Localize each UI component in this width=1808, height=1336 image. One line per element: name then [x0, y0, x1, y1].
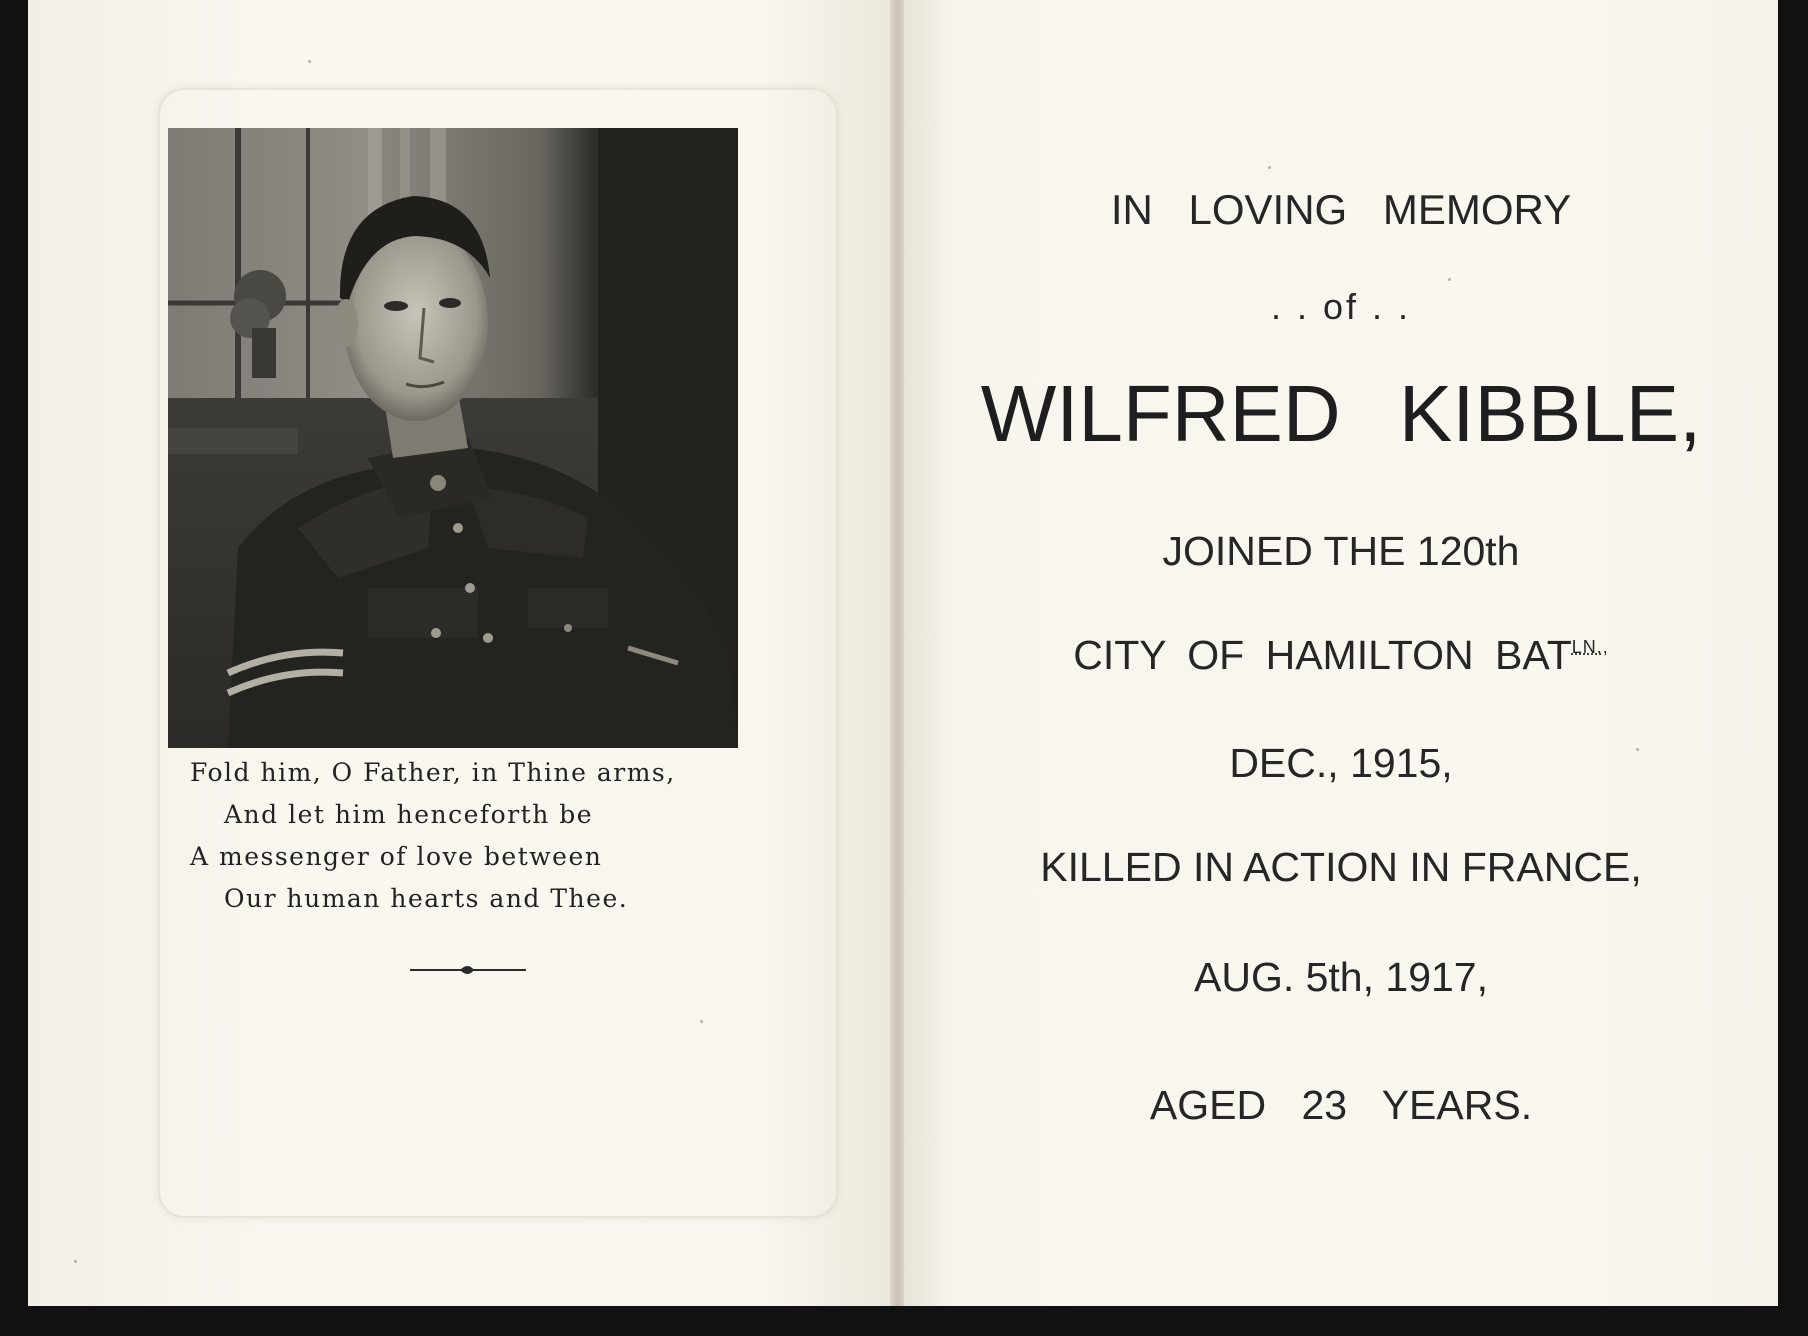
- soldier-portrait-photo: [168, 128, 738, 748]
- verse-line-1: Fold him, O Father, in Thine arms,: [190, 758, 676, 787]
- battalion-text: CITY OF HAMILTON BAT: [1073, 632, 1572, 678]
- deceased-name: WILFRED KIBBLE,: [980, 369, 1702, 458]
- paper-speck: [308, 60, 311, 63]
- of-line: . . of . .: [1270, 286, 1412, 327]
- battalion-line: [904, 632, 1778, 679]
- poem-verse: [190, 752, 790, 920]
- joined-line: JOINED THE 120th: [1162, 528, 1520, 574]
- verse-line-2: And let him henceforth be: [224, 800, 594, 829]
- battalion-abbrev-sup: LN.,: [1571, 637, 1609, 657]
- paper-speck: [1636, 748, 1639, 751]
- paper-speck: [1268, 166, 1271, 169]
- ornament-divider: [410, 958, 526, 982]
- joined-date: DEC., 1915,: [1229, 740, 1453, 786]
- verse-line-3: A messenger of love between: [190, 842, 603, 871]
- paper-speck: [1448, 278, 1451, 281]
- killed-date: AUG. 5th, 1917,: [1193, 954, 1488, 1000]
- heading-in-loving-memory: IN LOVING MEMORY: [1110, 186, 1572, 233]
- verse-line-4: Our human hearts and Thee.: [224, 884, 629, 913]
- age-line: AGED 23 YEARS.: [1149, 1082, 1533, 1128]
- portrait-image: [168, 128, 738, 748]
- paper-speck: [74, 1260, 77, 1263]
- killed-line: KILLED IN ACTION IN FRANCE,: [1040, 844, 1642, 890]
- paper-speck: [700, 1020, 703, 1023]
